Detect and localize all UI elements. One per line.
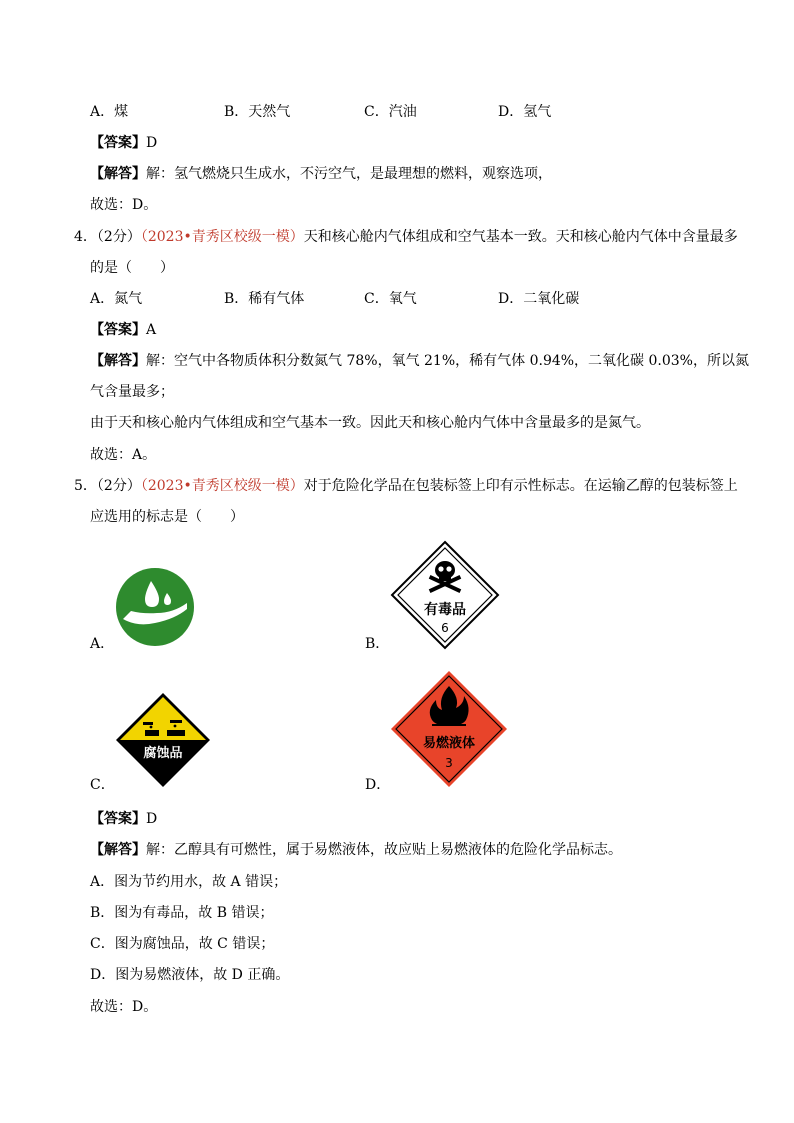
q3-option-c: C．汽油: [364, 104, 417, 120]
toxic-sign-number: 6: [441, 621, 449, 635]
flammable-sign-text: 易燃液体: [422, 736, 476, 751]
q3-option-b: B．天然气: [224, 104, 291, 120]
analysis-tag: 【解答】: [90, 842, 146, 858]
q5-explanation-d: D．图为易燃液体，故 D 正确。: [90, 967, 290, 983]
question-stem: 天和核心舱内气体组成和空气基本一致。天和核心舱内气体中含量最多: [303, 229, 738, 245]
question-source: （2023•青秀区校级一模）: [140, 478, 304, 494]
q4-analysis-line3: 由于天和核心舱内气体组成和空气基本一致。因此天和核心舱内气体中含量最多的是氮气。: [90, 415, 650, 431]
q4-option-a: A．氮气: [90, 291, 143, 307]
q5-explanation-b: B．图为有毒品，故 B 错误；: [90, 905, 274, 921]
analysis-text: 解：空气中各物质体积分数氮气 78%，氧气 21%，稀有气体 0.94%，二氧化碳 0.03%，所以氮: [146, 353, 749, 369]
q4-option-d: D．二氧化碳: [498, 291, 580, 307]
q4-conclusion: 故选：A。: [90, 447, 157, 463]
q5-option-a-label: A．: [90, 636, 115, 652]
question-stem: 对于危险化学品在包装标签上印有示性标志。在运输乙醇的包装标签上: [303, 478, 738, 494]
analysis-tag: 【解答】: [90, 166, 146, 182]
question-number: 4．: [74, 229, 97, 245]
q3-option-d: D．氢气: [498, 104, 552, 120]
q5-explanation-c: C．图为腐蚀品，故 C 错误；: [90, 936, 275, 952]
answer-tag: 【答案】: [90, 322, 146, 338]
flammable-liquid-sign-icon: [390, 670, 508, 788]
q5-analysis: [90, 840, 622, 860]
q4-answer: [90, 320, 156, 340]
q3-conclusion: 故选：D。: [90, 197, 158, 213]
corrosive-sign-icon: [115, 692, 211, 788]
q5-stem-line2: 应选用的标志是（ ）: [90, 509, 244, 525]
q5-option-d-label: D．: [365, 777, 391, 793]
q5-answer: [90, 809, 157, 829]
analysis-tag: 【解答】: [90, 353, 146, 369]
corrosive-sign-text: 腐蚀品: [143, 746, 183, 761]
toxic-sign-icon: [390, 540, 500, 650]
q5-explanation-a: A．图为节约用水，故 A 错误；: [90, 874, 288, 890]
q4-stem-line2: 的是（ ）: [90, 260, 174, 276]
question-source: （2023•青秀区校级一模）: [140, 229, 304, 245]
q5-option-c-label: C．: [90, 777, 115, 793]
toxic-sign-text: 有毒品: [424, 602, 466, 618]
flammable-sign-number: 3: [445, 756, 453, 770]
answer-value: A: [146, 322, 157, 338]
water-saving-sign-icon: [115, 567, 195, 647]
q3-option-a: A．煤: [90, 104, 129, 120]
analysis-text: 解：氢气燃烧只生成水，不污空气，是最理想的燃料，观察选项，: [146, 166, 552, 182]
q5-conclusion: 故选：D。: [90, 999, 158, 1015]
question-score: （2分）: [96, 478, 141, 494]
q4-stem-line1: [74, 227, 738, 247]
question-number: 5．: [74, 478, 97, 494]
analysis-text: 解：乙醇具有可燃性，属于易燃液体，故应贴上易燃液体的危险化学品标志。: [146, 842, 622, 858]
answer-tag: 【答案】: [90, 811, 146, 827]
answer-value: D: [146, 135, 158, 151]
q3-answer: [90, 133, 157, 153]
q4-option-b: B．稀有气体: [224, 291, 305, 307]
q3-analysis: [90, 164, 552, 184]
q4-option-c: C．氧气: [364, 291, 417, 307]
q5-stem-line1: [74, 476, 738, 496]
q5-option-b-label: B．: [365, 636, 390, 652]
question-score: （2分）: [96, 229, 141, 245]
q4-analysis-line1: [90, 351, 749, 371]
q4-analysis-line2: 气含量最多；: [90, 384, 174, 400]
answer-tag: 【答案】: [90, 135, 146, 151]
answer-value: D: [146, 811, 158, 827]
